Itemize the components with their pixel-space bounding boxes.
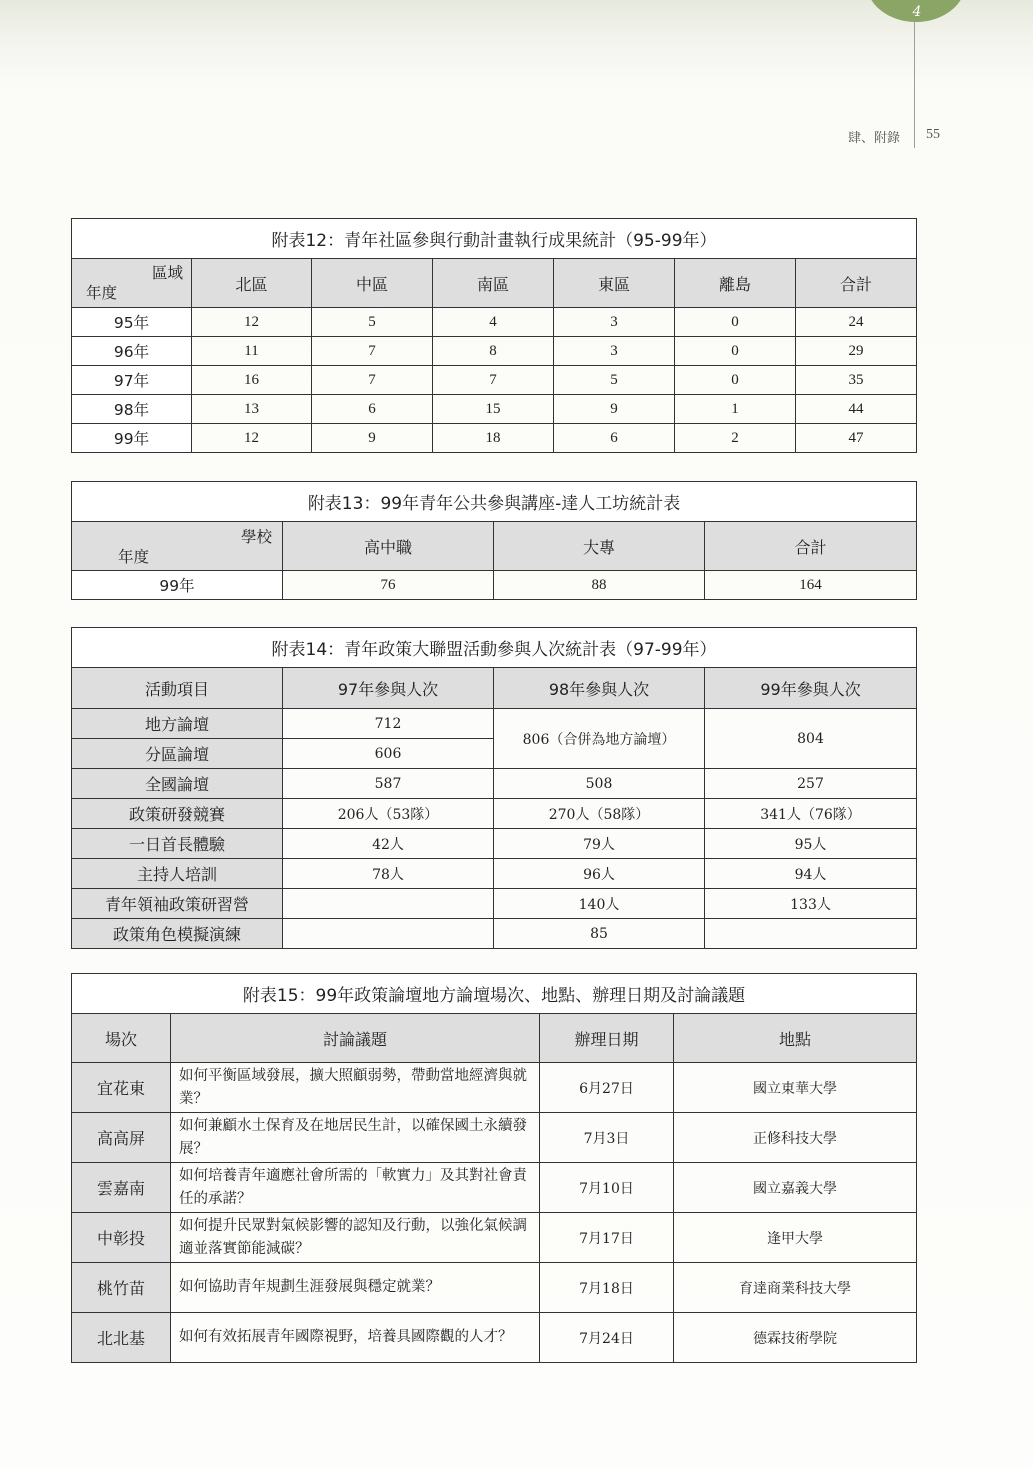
cell-value: 0 (675, 308, 796, 337)
table-row (72, 571, 917, 600)
row-year: 99年 (72, 424, 192, 453)
cell-value: 16 (192, 366, 312, 395)
column-header: 合計 (796, 259, 917, 308)
cell-value: 140人 (494, 889, 705, 919)
row-year: 95年 (72, 308, 192, 337)
cell-value: 0 (675, 366, 796, 395)
table-row (72, 1213, 917, 1263)
chapter-number: 4 (912, 4, 922, 20)
event-location: 逢甲大學 (674, 1213, 917, 1263)
section-title: 肆、附錄 (847, 131, 900, 146)
table-13-title: 附表13：99年青年公共參與講座-達人工坊統計表 (72, 482, 917, 522)
table-14-title: 附表14：青年政策大聯盟活動參與人次統計表（97-99年） (72, 628, 917, 668)
event-date: 7月10日 (540, 1163, 674, 1213)
cell-value: 257 (705, 769, 917, 799)
row-year: 98年 (72, 395, 192, 424)
cell-value: 7 (433, 366, 554, 395)
cell-value-merged: 806（合併為地方論壇） (494, 709, 705, 769)
activity-item: 政策角色模擬演練 (72, 919, 283, 949)
cell-value: 7 (312, 337, 433, 366)
cell-value: 164 (705, 571, 917, 600)
column-header: 北區 (192, 259, 312, 308)
cell-value: 206人（53隊） (283, 799, 494, 829)
column-header: 東區 (554, 259, 675, 308)
cell-value: 88 (494, 571, 705, 600)
cell-value: 12 (192, 308, 312, 337)
event-date: 7月24日 (540, 1313, 674, 1363)
cell-value: 76 (283, 571, 494, 600)
cell-value: 8 (433, 337, 554, 366)
corner-year-label: 年度 (86, 284, 118, 302)
session-name: 雲嘉南 (72, 1163, 171, 1213)
cell-value (705, 919, 917, 949)
cell-value: 11 (192, 337, 312, 366)
cell-value: 79人 (494, 829, 705, 859)
discussion-topic: 如何有效拓展青年國際視野，培養具國際觀的人才？ (171, 1313, 540, 1363)
column-header: 中區 (312, 259, 433, 308)
table-row (72, 769, 917, 799)
table-14 (71, 627, 917, 949)
activity-item: 青年領袖政策研習營 (72, 889, 283, 919)
activity-item: 分區論壇 (72, 739, 283, 769)
session-name: 桃竹苗 (72, 1263, 171, 1313)
table-row (72, 1163, 917, 1213)
cell-value: 5 (554, 366, 675, 395)
table-12 (71, 218, 917, 453)
event-date: 6月27日 (540, 1063, 674, 1113)
cell-value: 6 (554, 424, 675, 453)
cell-value: 29 (796, 337, 917, 366)
cell-value: 24 (796, 308, 917, 337)
event-location: 國立嘉義大學 (674, 1163, 917, 1213)
column-header: 98年參與人次 (494, 668, 705, 709)
cell-value (283, 889, 494, 919)
table-row (72, 1063, 917, 1113)
column-header: 地點 (674, 1014, 917, 1063)
cell-value: 508 (494, 769, 705, 799)
corner-region-label: 區域 (151, 264, 183, 282)
column-header: 99年參與人次 (705, 668, 917, 709)
table-row (72, 1313, 917, 1363)
table-row (72, 859, 917, 889)
session-name: 北北基 (72, 1313, 171, 1363)
cell-value: 0 (675, 337, 796, 366)
discussion-topic: 如何培養青年適應社會所需的「軟實力」及其對社會責任的承諾？ (171, 1163, 540, 1213)
column-header: 辦理日期 (540, 1014, 674, 1063)
table-15 (71, 973, 917, 1363)
cell-value: 7 (312, 366, 433, 395)
event-location: 德霖技術學院 (674, 1313, 917, 1363)
cell-value: 2 (675, 424, 796, 453)
cell-value: 6 (312, 395, 433, 424)
cell-value: 95人 (705, 829, 917, 859)
table-row (72, 709, 917, 739)
activity-item: 地方論壇 (72, 709, 283, 739)
cell-value: 13 (192, 395, 312, 424)
cell-value: 587 (283, 769, 494, 799)
cell-value: 35 (796, 366, 917, 395)
cell-value: 3 (554, 337, 675, 366)
cell-value: 44 (796, 395, 917, 424)
cell-value: 270人（58隊） (494, 799, 705, 829)
column-header: 討論議題 (171, 1014, 540, 1063)
header-divider (914, 20, 915, 148)
corner-year-label: 年度 (118, 548, 150, 566)
cell-value: 9 (312, 424, 433, 453)
table-row (72, 1263, 917, 1313)
event-location: 正修科技大學 (674, 1113, 917, 1163)
table-row (72, 366, 917, 395)
table-row (72, 337, 917, 366)
table-13-corner (72, 522, 283, 571)
table-12-title: 附表12：青年社區參與行動計畫執行成果統計（95-99年） (72, 219, 917, 259)
table-15-title: 附表15：99年政策論壇地方論壇場次、地點、辦理日期及討論議題 (72, 974, 917, 1014)
row-year: 97年 (72, 366, 192, 395)
session-name: 中彰投 (72, 1213, 171, 1263)
cell-value: 5 (312, 308, 433, 337)
table-row (72, 395, 917, 424)
activity-item: 全國論壇 (72, 769, 283, 799)
cell-value (283, 919, 494, 949)
column-header: 場次 (72, 1014, 171, 1063)
event-date: 7月18日 (540, 1263, 674, 1313)
cell-value: 15 (433, 395, 554, 424)
column-header: 合計 (705, 522, 917, 571)
table-row (72, 919, 917, 949)
column-header: 大專 (494, 522, 705, 571)
column-header: 97年參與人次 (283, 668, 494, 709)
row-year: 96年 (72, 337, 192, 366)
discussion-topic: 如何協助青年規劃生涯發展與穩定就業？ (171, 1263, 540, 1313)
activity-item: 政策研發競賽 (72, 799, 283, 829)
cell-value: 9 (554, 395, 675, 424)
activity-item: 一日首長體驗 (72, 829, 283, 859)
event-location: 育達商業科技大學 (674, 1263, 917, 1313)
event-date: 7月3日 (540, 1113, 674, 1163)
cell-value: 94人 (705, 859, 917, 889)
table-row (72, 424, 917, 453)
discussion-topic: 如何提升民眾對氣候影響的認知及行動，以強化氣候調適並落實節能減碳？ (171, 1213, 540, 1263)
discussion-topic: 如何平衡區域發展，擴大照顧弱勢，帶動當地經濟與就業？ (171, 1063, 540, 1113)
discussion-topic: 如何兼顧水土保育及在地居民生計，以確保國土永續發展？ (171, 1113, 540, 1163)
cell-value: 712 (283, 709, 494, 739)
table-12-corner (72, 259, 192, 308)
session-name: 宜花東 (72, 1063, 171, 1113)
corner-school-label: 學校 (240, 528, 272, 546)
activity-item: 主持人培訓 (72, 859, 283, 889)
cell-value: 4 (433, 308, 554, 337)
page-number: 55 (926, 127, 940, 142)
cell-value: 78人 (283, 859, 494, 889)
event-location: 國立東華大學 (674, 1063, 917, 1113)
column-header: 活動項目 (72, 668, 283, 709)
cell-value: 47 (796, 424, 917, 453)
table-row (72, 829, 917, 859)
row-year: 99年 (72, 571, 283, 600)
session-name: 高高屏 (72, 1113, 171, 1163)
table-row (72, 889, 917, 919)
cell-value: 42人 (283, 829, 494, 859)
cell-value-merged: 804 (705, 709, 917, 769)
cell-value: 85 (494, 919, 705, 949)
cell-value: 606 (283, 739, 494, 769)
cell-value: 12 (192, 424, 312, 453)
cell-value: 3 (554, 308, 675, 337)
table-row (72, 799, 917, 829)
column-header: 南區 (433, 259, 554, 308)
cell-value: 96人 (494, 859, 705, 889)
cell-value: 1 (675, 395, 796, 424)
cell-value: 133人 (705, 889, 917, 919)
table-row (72, 1113, 917, 1163)
event-date: 7月17日 (540, 1213, 674, 1263)
cell-value: 18 (433, 424, 554, 453)
column-header: 高中職 (283, 522, 494, 571)
column-header: 離島 (675, 259, 796, 308)
table-row (72, 308, 917, 337)
table-13 (71, 481, 917, 600)
cell-value: 341人（76隊） (705, 799, 917, 829)
